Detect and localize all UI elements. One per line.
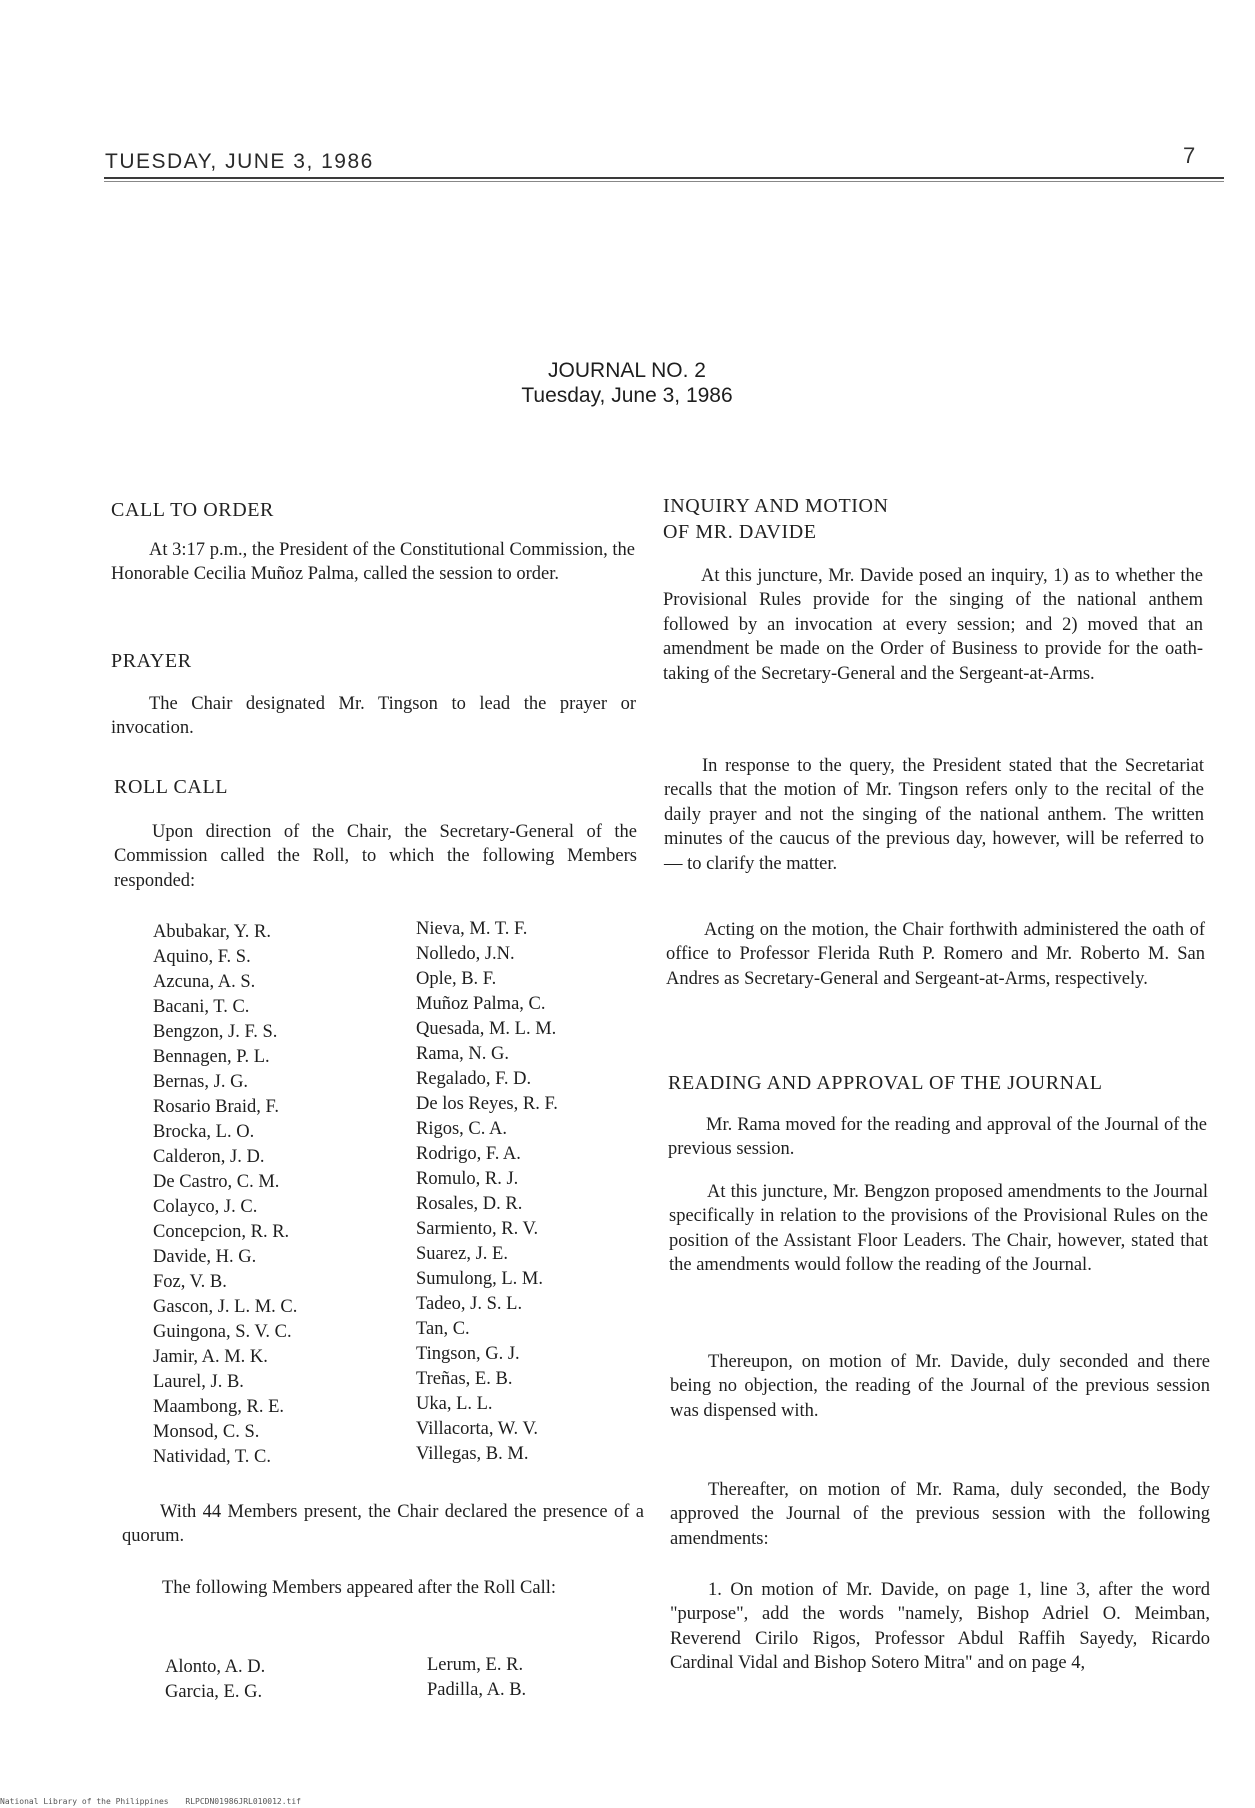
member-name: Laurel, J. B. — [153, 1372, 244, 1392]
member-name: Maambong, R. E. — [153, 1397, 285, 1417]
inquiry-paragraph-1: At this juncture, Mr. Davide posed an inquiry, 1) as to whether the Provisional Rules provide for the singing of the national anthem followed by an invocation at every session; and 2) moved that an amendment be made on the Order of Business to provide for the oath-taking of the Secretary-General and the Sergeant-at-Arms. — [663, 566, 1203, 684]
inquiry-paragraph-3: Acting on the motion, the Chair forthwith administered the oath of office to Professor Flerida Ruth P. Romero and Mr. Roberto M. San Andres as Secretary-General and Sergeant-at-Arms, respectively. — [666, 920, 1205, 989]
inquiry-paragraph-2: In response to the query, the President stated that the Secretariat recalls that the motion of Mr. Tingson refers only to the recital of the daily prayer and not the singing of the national anthem. The written minutes of the caucus of the previous day, however, will be referred to — to clarify the matter. — [664, 756, 1204, 874]
journal-number: JOURNAL NO. 2 — [548, 359, 706, 382]
member-name: Colayco, J. C. — [153, 1197, 258, 1217]
page-number: 7 — [1183, 143, 1196, 168]
amendment-1-text: 1. On motion of Mr. Davide, on page 1, line 3, after the word "purpose", add the words "namely, Bishop Adriel O. Meimban, Reverend Cirilo Rigos, Professor Abdul Raffih Sayedy, Ricardo Cardinal Vidal and Bishop Sotero Mitra" and on page 4, — [670, 1580, 1210, 1674]
member-name: Nieva, M. T. F. — [416, 919, 528, 939]
member-name: Regalado, F. D. — [416, 1069, 532, 1089]
member-name: Davide, H. G. — [153, 1247, 257, 1267]
member-name: Villegas, B. M. — [416, 1444, 529, 1464]
call-to-order-heading: CALL TO ORDER — [111, 499, 274, 521]
header-rule — [104, 177, 1224, 179]
member-name: De los Reyes, R. F. — [416, 1094, 558, 1114]
member-name: Rigos, C. A. — [416, 1119, 507, 1139]
member-name: Suarez, J. E. — [416, 1244, 508, 1264]
member-name: Aquino, F. S. — [153, 947, 251, 967]
member-name: Rama, N. G. — [416, 1044, 509, 1064]
journal-title-block — [427, 358, 827, 408]
member-name: Bernas, J. G. — [153, 1072, 249, 1092]
inquiry-heading — [663, 493, 889, 545]
member-name: Bacani, T. C. — [153, 997, 250, 1017]
member-name: Brocka, L. O. — [153, 1122, 255, 1142]
member-name: Tadeo, J. S. L. — [416, 1294, 523, 1314]
member-name: Tan, C. — [416, 1319, 470, 1339]
member-name: Rosario Braid, F. — [153, 1097, 279, 1117]
running-header-date: TUESDAY, JUNE 3, 1986 — [105, 150, 374, 173]
footer-source: National Library of the Philippines — [0, 1797, 169, 1806]
inquiry-heading-line-1: INQUIRY AND MOTION — [663, 495, 889, 517]
member-name: Muñoz Palma, C. — [416, 994, 546, 1014]
member-name: Rodrigo, F. A. — [416, 1144, 521, 1164]
member-name: Bennagen, P. L. — [153, 1047, 270, 1067]
member-name: Quesada, M. L. M. — [416, 1019, 557, 1039]
member-name: Calderon, J. D. — [153, 1147, 265, 1167]
reading-paragraph-3: Thereupon, on motion of Mr. Davide, duly seconded and there being no objection, the reading of the Journal of the previous session was dispensed with. — [670, 1352, 1210, 1421]
member-name: Monsod, C. S. — [153, 1422, 260, 1442]
member-name: Ople, B. F. — [416, 969, 497, 989]
roll-call-names-column-2 — [416, 917, 558, 1467]
member-name: Treñas, E. B. — [416, 1369, 513, 1389]
header-rule-secondary — [104, 181, 1224, 182]
inquiry-heading-line-2: OF MR. DAVIDE — [663, 521, 817, 543]
quorum-text: With 44 Members present, the Chair declared the presence of a quorum. — [122, 1502, 644, 1547]
roll-call-names-column-1 — [153, 920, 297, 1470]
member-name: Garcia, E. G. — [165, 1682, 263, 1702]
reading-paragraph-2: At this juncture, Mr. Bengzon proposed amendments to the Journal specifically in relation to the provisions of the Provisional Rules on the position of the Assistant Floor Leaders. The Chair, however, stated that the amendments would follow the reading of the Journal. — [669, 1182, 1208, 1276]
scan-footer — [0, 1797, 313, 1806]
member-name: Sarmiento, R. V. — [416, 1219, 539, 1239]
member-name: Bengzon, J. F. S. — [153, 1022, 278, 1042]
member-name: Foz, V. B. — [153, 1272, 227, 1292]
member-name: Gascon, J. L. M. C. — [153, 1297, 298, 1317]
journal-date: Tuesday, June 3, 1986 — [521, 384, 733, 407]
member-name: Padilla, A. B. — [427, 1680, 527, 1700]
member-name: Nolledo, J.N. — [416, 944, 515, 964]
late-members-text: The following Members appeared after the Roll Call: — [162, 1578, 557, 1598]
late-members-column-2 — [427, 1653, 526, 1703]
prayer-heading: PRAYER — [111, 650, 192, 672]
member-name: Jamir, A. M. K. — [153, 1347, 268, 1367]
roll-call-heading: ROLL CALL — [114, 776, 229, 798]
member-name: Uka, L. L. — [416, 1394, 493, 1414]
footer-file: RLPCDN01986JRL010012.tif — [185, 1797, 301, 1806]
member-name: Sumulong, L. M. — [416, 1269, 543, 1289]
member-name: Natividad, T. C. — [153, 1447, 272, 1467]
member-name: Rosales, D. R. — [416, 1194, 523, 1214]
roll-call-text: Upon direction of the Chair, the Secretary-General of the Commission called the Roll, to which the following Members responded: — [114, 822, 637, 891]
member-name: Lerum, E. R. — [427, 1655, 524, 1675]
reading-paragraph-4: Thereafter, on motion of Mr. Rama, duly seconded, the Body approved the Journal of the previous session with the following amendments: — [670, 1480, 1210, 1549]
member-name: Alonto, A. D. — [165, 1657, 266, 1677]
member-name: Abubakar, Y. R. — [153, 922, 271, 942]
member-name: Guingona, S. V. C. — [153, 1322, 292, 1342]
reading-paragraph-1: Mr. Rama moved for the reading and approval of the Journal of the previous session. — [668, 1115, 1207, 1160]
prayer-text: The Chair designated Mr. Tingson to lead the prayer or invocation. — [111, 694, 636, 739]
reading-approval-heading: READING AND APPROVAL OF THE JOURNAL — [668, 1072, 1103, 1094]
late-members-column-1 — [165, 1655, 265, 1705]
member-name: Romulo, R. J. — [416, 1169, 519, 1189]
member-name: De Castro, C. M. — [153, 1172, 280, 1192]
member-name: Concepcion, R. R. — [153, 1222, 290, 1242]
member-name: Tingson, G. J. — [416, 1344, 520, 1364]
member-name: Azcuna, A. S. — [153, 972, 256, 992]
call-to-order-text: At 3:17 p.m., the President of the Constitutional Commission, the Honorable Cecilia Muñoz Palma, called the session to order. — [111, 540, 635, 585]
member-name: Villacorta, W. V. — [416, 1419, 539, 1439]
